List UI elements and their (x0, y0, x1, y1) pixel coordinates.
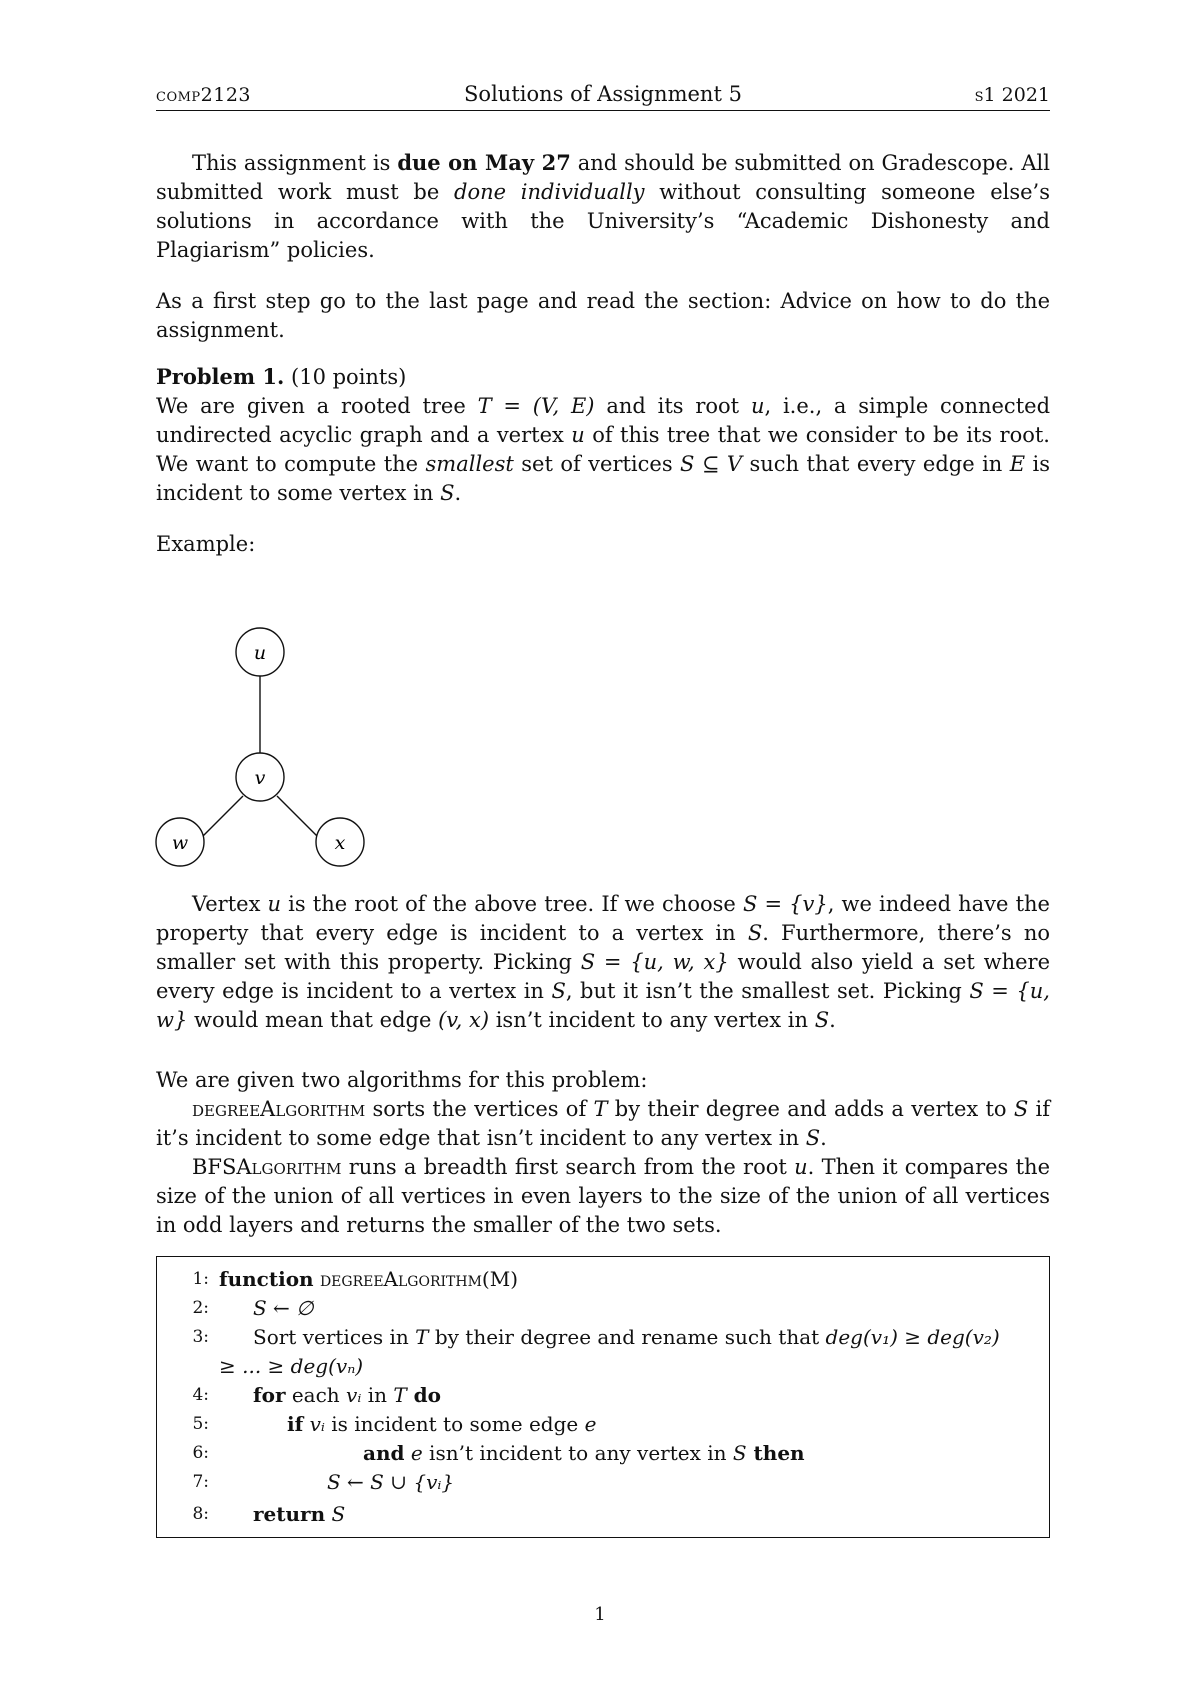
code-line-2: 2: S ← ∅ (192, 1296, 314, 1320)
explanation-section (156, 890, 1050, 1035)
code-line-7: 7: S ← S ∪ {vᵢ} (192, 1470, 455, 1494)
code-line-3-continued: ≥ ... ≥ deg(vₙ) (219, 1354, 364, 1378)
problem-heading: Problem 1. (10 points) (156, 364, 407, 389)
code-line-8: 8: return S (192, 1502, 346, 1526)
node-w (156, 818, 204, 866)
algorithms-section (156, 1066, 1050, 1240)
code-line-3: 3: Sort vertices in T by their degree and rename such that deg(v₁) ≥ deg(v₂) (192, 1325, 1000, 1349)
algorithms-intro: We are given two algorithms for this problem: (156, 1068, 648, 1092)
code-line-1: 1: function degreeAlgorithm(M) (192, 1267, 519, 1291)
code-line-5: 5: if vᵢ is incident to some edge e (192, 1412, 597, 1436)
svg-text:x: x (334, 832, 346, 854)
document-title: Solutions of Assignment 5 (464, 82, 742, 106)
code-line-6: 6: and e isn’t incident to any vertex in S then (192, 1441, 805, 1465)
pseudocode-box (156, 1256, 1050, 1538)
example-tree-diagram (150, 622, 390, 872)
problem-section (156, 362, 1050, 559)
problem-statement: We are given a rooted tree T = (V, E) and its root u, i.e., a simple connected undirected acyclic graph and a vertex u of this tree that we consider to be its root. We want to compute the smallest set of vertices S ⊆ V such that every edge in E is incident to some vertex in S. (156, 394, 1051, 505)
svg-text:u: u (253, 642, 267, 664)
degree-algorithm-description: degreeAlgorithm sorts the vertices of T by their degree and adds a vertex to S if it’s incident to some edge that isn’t incident to any vertex in S. (156, 1097, 1050, 1150)
explanation-paragraph: Vertex u is the root of the above tree. If we choose S = {v}, we indeed have the property that every edge is incident to a vertex in S. Furthermore, there’s no smaller set with this property. Picking S = {u, w, x} would also yield a set where every edge is incident to a vertex in S, but it isn’t the smallest set. Picking S = {u, w} would mean that edge (v, x) isn’t incident to any vertex in S. (156, 892, 1050, 1032)
node-v (236, 753, 284, 801)
page-header (156, 80, 1050, 111)
course-code: comp2123 (156, 84, 252, 106)
semester: s1 2021 (974, 84, 1050, 106)
page-number: 1 (594, 1604, 606, 1625)
due-date: due on May 27 (397, 150, 571, 175)
svg-text:w: w (171, 832, 189, 854)
node-u (236, 628, 284, 676)
example-label: Example: (156, 532, 256, 556)
svg-text:v: v (254, 767, 266, 789)
advice-paragraph: As a first step go to the last page and read the section: Advice on how to do the assignment. (156, 289, 1050, 342)
bfs-algorithm-description: BFSAlgorithm runs a breadth first search from the root u. Then it compares the size of the union of all vertices in even layers to the size of the union of all vertices in odd layers and returns the smaller of the two sets. (156, 1155, 1050, 1237)
node-x (316, 818, 364, 866)
intro-section (156, 148, 1050, 345)
code-line-4: 4: for each vᵢ in T do (192, 1383, 442, 1407)
intro-paragraph: This assignment is due on May 27 and should be submitted on Gradescope. All submitted work must be done individually without consulting someone else’s solutions in accordance with the University’s “Academic Dishonesty and Plagiarism” policies. (156, 150, 1050, 262)
